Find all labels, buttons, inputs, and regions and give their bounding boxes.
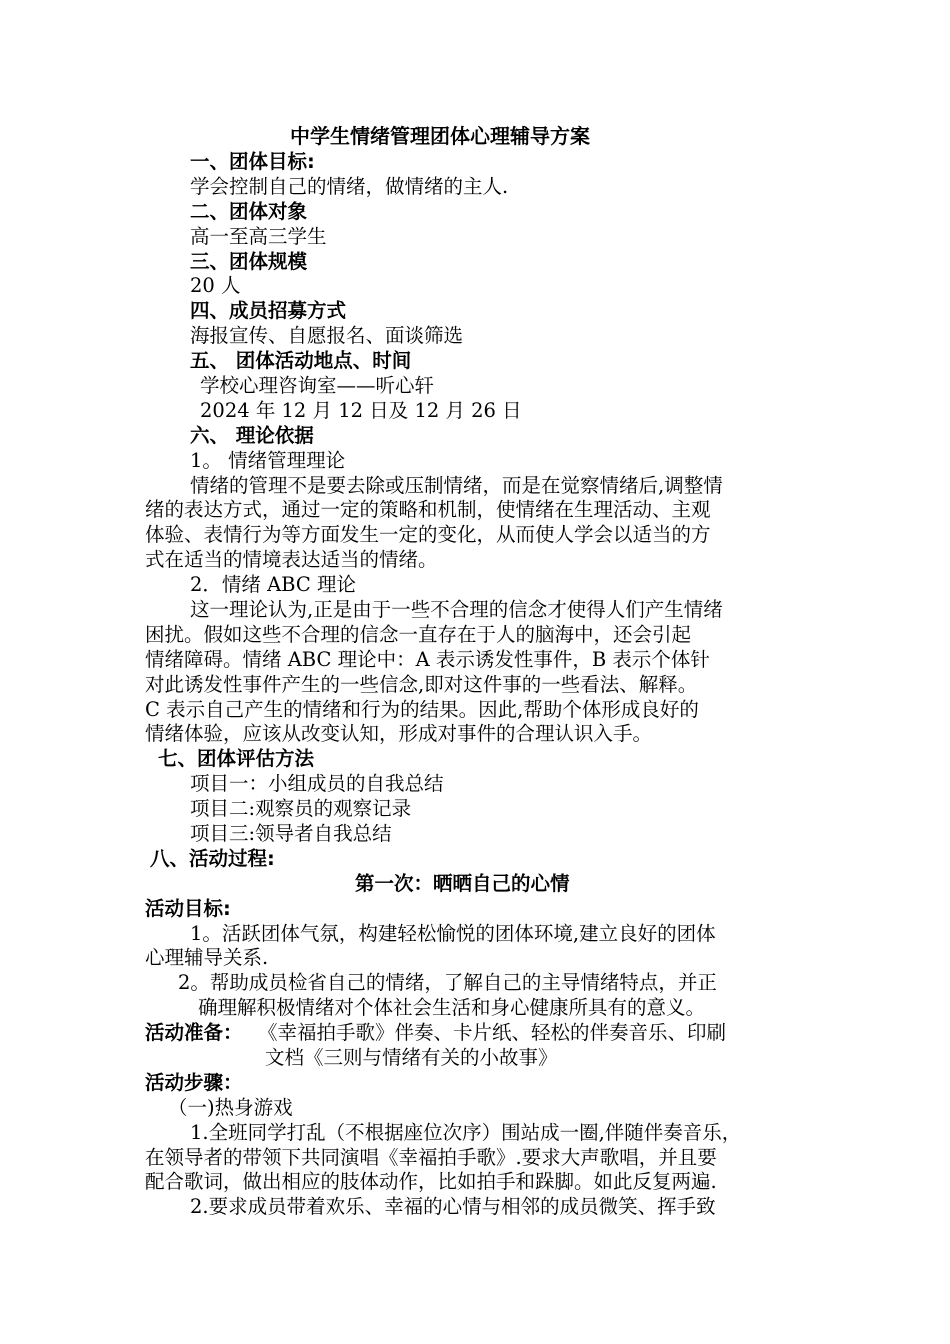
paragraph-line: 2.要求成员带着欢乐、幸福的心情与相邻的成员微笑、挥手致 — [190, 1195, 716, 1218]
paragraph-line: 在领导者的带领下共同演唱《幸福拍手歌》.要求大声歌唱，并且要 — [145, 1146, 717, 1169]
paragraph-line: 学会控制自己的情绪，做情绪的主人. — [190, 175, 509, 198]
paragraph-line: 绪的表达方式，通过一定的策略和机制，使情绪在生理活动、主观 — [145, 498, 711, 521]
paragraph-line: 情绪障碍。情绪 ABC 理论中：A 表示诱发性事件，B 表示个体针 — [145, 648, 710, 671]
paragraph-line: 情绪的管理不是要去除或压制情绪，而是在觉察情绪后,调整情 — [190, 474, 723, 497]
subheading-line: 1。 情绪管理理论 — [190, 449, 346, 472]
paragraph-line: 1。活跃团体气氛，构建轻松愉悦的团体环境,建立良好的团体 — [190, 922, 716, 945]
list-item: 项目三:领导者自我总结 — [190, 822, 392, 845]
paragraph-line: 学校心理咨询室——听心轩 — [200, 374, 435, 397]
paragraph-line: 20 人 — [190, 274, 241, 297]
list-item: 项目一：小组成员的自我总结 — [190, 772, 444, 795]
paragraph-line: 配合歌词，做出相应的肢体动作，比如拍手和跺脚。如此反复两遍. — [145, 1170, 717, 1193]
paragraph-line: 《幸福拍手歌》伴奏、卡片纸、轻松的伴奏音乐、印刷 — [258, 1021, 727, 1044]
label-heading: 活动准备： — [145, 1021, 243, 1044]
paragraph-line: 情绪体验，应该从改变认知，形成对事件的合理认识入手。 — [145, 722, 653, 745]
list-item: 项目二:观察员的观察记录 — [190, 797, 412, 820]
paragraph-line: 1.全班同学打乱（不根据座位次序）围站成一圈,伴随伴奏音乐， — [190, 1121, 742, 1144]
subheading-line: 2．情绪 ABC 理论 — [190, 573, 356, 596]
section-heading: 四、成员招募方式 — [190, 299, 347, 322]
paragraph-line: 困扰。假如这些不合理的信念一直存在于人的脑海中，还会引起 — [145, 623, 692, 646]
section-heading: 一、团体目标: — [190, 150, 315, 173]
paragraph-line: 确理解积极情绪对个体社会生活和身心健康所具有的意义。 — [198, 996, 706, 1019]
paragraph-line: 式在适当的情境表达适当的情绪。 — [145, 548, 438, 571]
paragraph-line: 体验、表情行为等方面发生一定的变化，从而使人学会以适当的方 — [145, 523, 711, 546]
label-heading: 活动步骤： — [145, 1071, 243, 1094]
paragraph-line: 高一至高三学生 — [190, 225, 327, 248]
paragraph-line: 海报宣传、自愿报名、面谈筛选 — [190, 324, 464, 347]
section-heading: 七、团体评估方法 — [158, 747, 315, 770]
section-heading: 六、 理论依据 — [190, 424, 314, 447]
paragraph-line: 心理辅导关系. — [145, 946, 269, 969]
paragraph-line: C 表示自己产生的情绪和行为的结果。因此,帮助个体形成良好的 — [145, 698, 699, 721]
section-heading: 八、活动过程: — [150, 847, 275, 870]
section-heading: 二、团体对象 — [190, 200, 308, 223]
session-title: 第一次：晒晒自己的心情 — [355, 872, 570, 895]
section-heading: 五、 团体活动地点、时间 — [190, 349, 412, 372]
paragraph-line: 文档《三则与情绪有关的小故事》 — [265, 1046, 558, 1069]
section-heading: 三、团体规模 — [190, 250, 308, 273]
paragraph-line: 这一理论认为,正是由于一些不合理的信念才使得人们产生情绪 — [190, 598, 723, 621]
subheading-line: （一)热身游戏 — [168, 1096, 293, 1119]
paragraph-line: 对此诱发性事件产生的一些信念,即对这件事的一些看法、解释。 — [145, 673, 698, 696]
paragraph-line: 2。帮助成员检省自己的情绪，了解自己的主导情绪特点，并正 — [178, 971, 717, 994]
document-title: 中学生情绪管理团体心理辅导方案 — [290, 124, 590, 148]
label-heading: 活动目标: — [145, 897, 231, 920]
paragraph-line: 2024 年 12 月 12 日及 12 月 26 日 — [200, 399, 522, 422]
